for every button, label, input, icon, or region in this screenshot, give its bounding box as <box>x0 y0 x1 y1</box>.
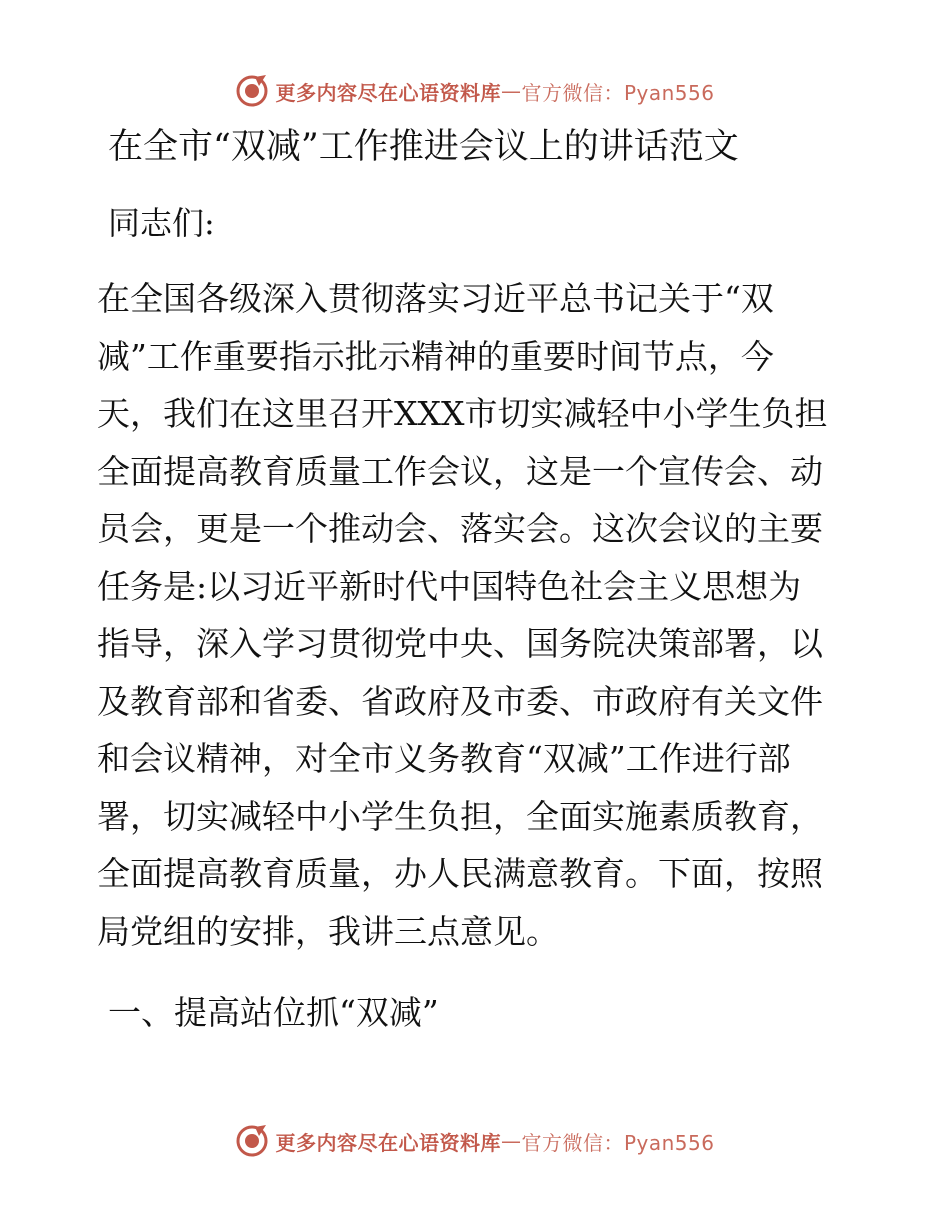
paragraph-line: 天，我们在这里召开XXX市切实减轻中小学生负担 <box>97 394 828 433</box>
section-heading: 一、提高站位抓“双减” <box>108 993 439 1032</box>
watermark-dash: — <box>500 1129 522 1153</box>
paragraph-line: 局党组的安排，我讲三点意见。 <box>97 911 559 951</box>
body-paragraph <box>97 270 857 960</box>
document-title: 在全市“双减”工作推进会议上的讲话范文 <box>108 127 739 167</box>
paragraph-line: 全面提高教育质量，办人民满意教育。下面，按照 <box>97 854 823 893</box>
paragraph-line: 员会，更是一个推动会、落实会。这次会议的主要 <box>97 509 823 548</box>
paragraph-line: 任务是:以习近平新时代中国特色社会主义思想为 <box>97 566 802 606</box>
salutation: 同志们: <box>108 204 215 242</box>
paragraph-line: 及教育部和省委、省政府及市委、市政府有关文件 <box>97 681 823 721</box>
paragraph-line: 在全国各级深入贯彻落实习近平总书记关于“双 <box>97 279 774 318</box>
watermark-wechat-text: 官方微信：Pyan556 <box>521 80 715 105</box>
quill-circle-logo-icon <box>235 74 269 108</box>
watermark-main-text: 更多内容尽在心语资料库 <box>275 1130 501 1155</box>
quill-circle-logo-icon <box>235 1124 269 1158</box>
paragraph-line: 署，切实减轻中小学生负担，全面实施素质教育， <box>97 796 823 836</box>
watermark-wechat-text: 官方微信：Pyan556 <box>521 1130 715 1155</box>
paragraph-line: 全面提高教育质量工作会议，这是一个宣传会、动 <box>97 451 823 491</box>
paragraph-line: 减”工作重要指示批示精神的重要时间节点，今 <box>97 336 774 376</box>
header-watermark <box>0 74 950 108</box>
watermark-dash: — <box>500 79 522 103</box>
watermark-main-text: 更多内容尽在心语资料库 <box>275 80 501 105</box>
paragraph-line: 和会议精神，对全市义务教育“双减”工作进行部 <box>97 739 791 778</box>
footer-watermark <box>0 1124 950 1158</box>
paragraph-line: 指导，深入学习贯彻党中央、国务院决策部署，以 <box>97 624 823 663</box>
